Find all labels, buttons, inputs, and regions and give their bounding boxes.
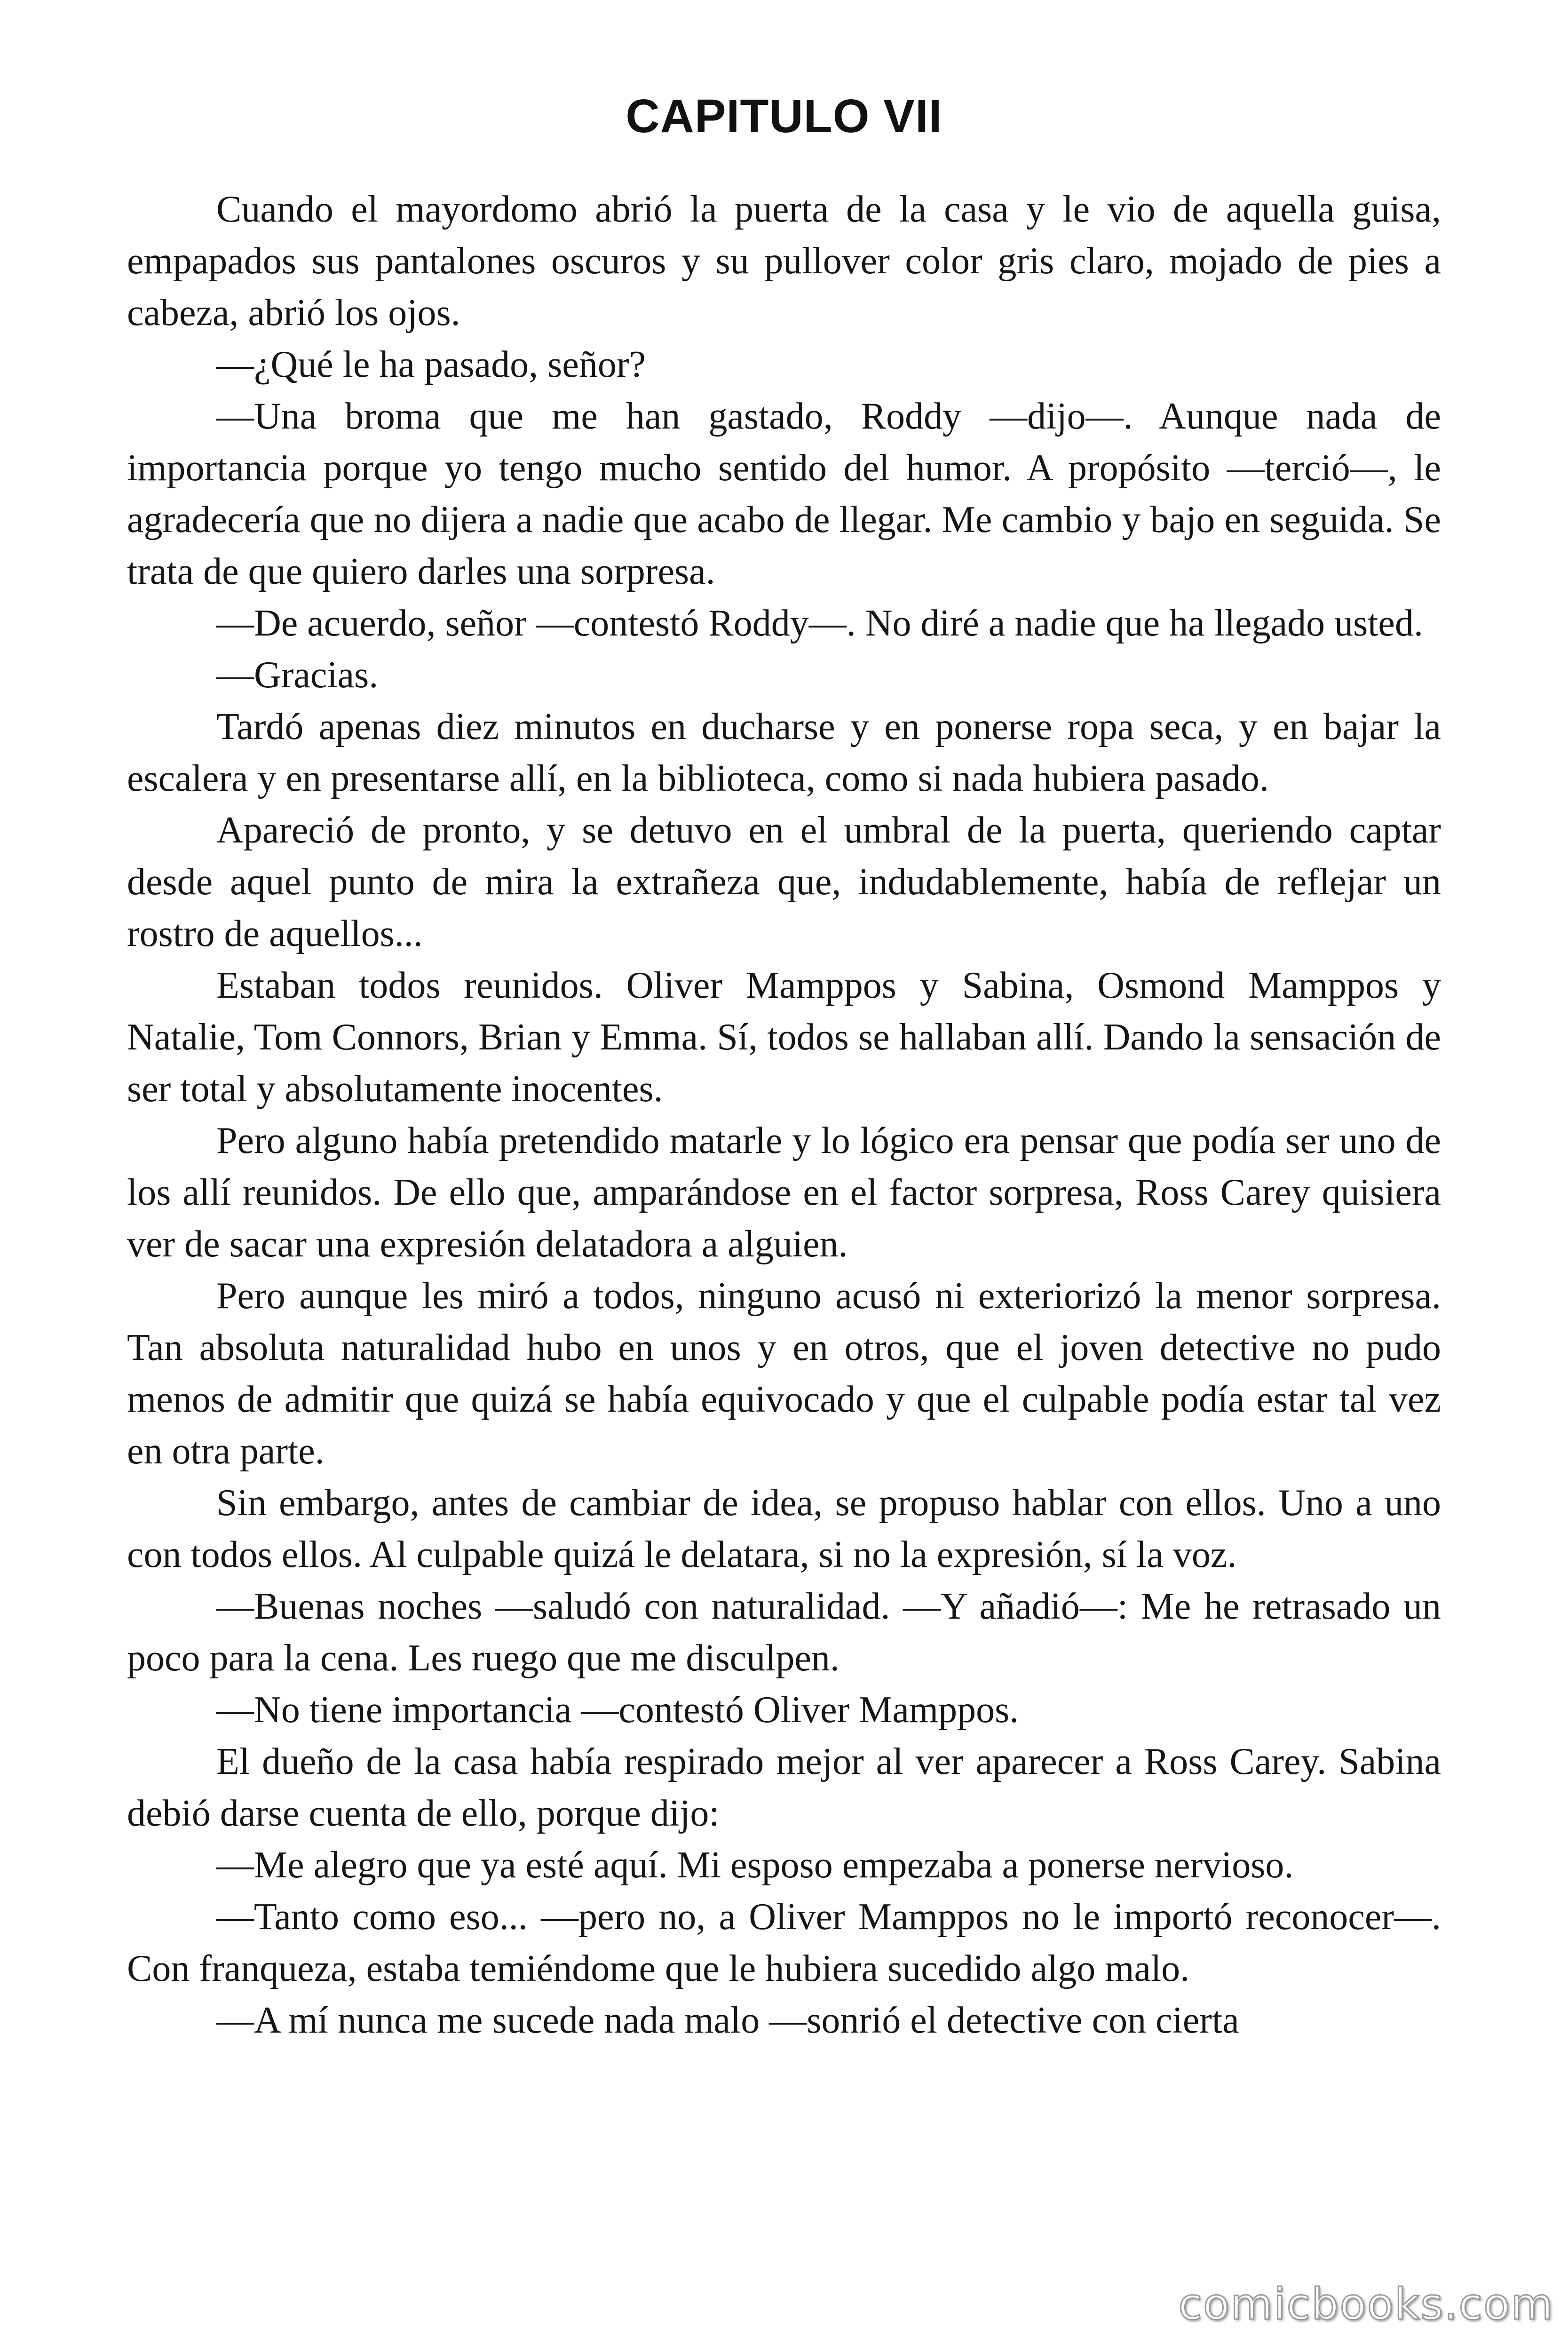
watermark: comicbooks.com <box>1178 2279 1554 2329</box>
paragraph: —Una broma que me han gastado, Roddy —dijo—. Aunque nada de importancia porque yo tengo mucho sentido del humor. A propósito —terció—, le agradecería que no dijera a nadie que acabo de llegar. Me cambio y bajo en seguida. Se trata de que quiero darles una sorpresa. <box>127 396 1441 592</box>
chapter-title: CAPITULO VII <box>626 90 942 143</box>
paragraph: Apareció de pronto, y se detuvo en el umbral de la puerta, queriendo captar desde aquel punto de mira la extrañeza que, indudablemente, había de reflejar un rostro de aquellos... <box>127 810 1441 954</box>
paragraph: —Gracias. <box>216 654 379 696</box>
chapter-body <box>127 183 1441 2046</box>
paragraph: Tardó apenas diez minutos en ducharse y en ponerse ropa seca, y en bajar la escalera y en presentarse allí, en la biblioteca, como si nada hubiera pasado. <box>127 706 1441 799</box>
paragraph: Pero alguno había pretendido matarle y lo lógico era pensar que podía ser uno de los allí reunidos. De ello que, amparándose en el factor sorpresa, Ross Carey quisiera ver de sacar una expresión delatadora a alguien. <box>127 1120 1441 1265</box>
paragraph: —A mí nunca me sucede nada malo —sonrió el detective con cierta <box>216 2000 1239 2041</box>
paragraph: —Tanto como eso... —pero no, a Oliver Mamppos no le importó reconocer—. Con franqueza, estaba temiéndome que le hubiera sucedido algo malo. <box>127 1896 1441 1989</box>
paragraph: —De acuerdo, señor —contestó Roddy—. No diré a nadie que ha llegado usted. <box>216 603 1423 644</box>
paragraph: Pero aunque les miró a todos, ninguno acusó ni exteriorizó la menor sorpresa. Tan absoluta naturalidad hubo en unos y en otros, que el joven detective no pudo menos de admitir que quizá se había equivocado y que el culpable podía estar tal vez en otra parte. <box>127 1275 1441 1472</box>
paragraph: Estaban todos reunidos. Oliver Mamppos y Sabina, Osmond Mamppos y Natalie, Tom Connors, Brian y Emma. Sí, todos se hallaban allí. Dando la sensación de ser total y absolutamente inocentes. <box>127 965 1441 1110</box>
paragraph: Cuando el mayordomo abrió la puerta de la casa y le vio de aquella guisa, empapados sus pantalones oscuros y su pullover color gris claro, mojado de pies a cabeza, abrió los ojos. <box>127 189 1441 334</box>
paragraph: —No tiene importancia —contestó Oliver Mamppos. <box>216 1689 1019 1731</box>
paragraph: Sin embargo, antes de cambiar de idea, se propuso hablar con ellos. Uno a uno con todos ellos. Al culpable quizá le delatara, si no la expresión, sí la voz. <box>127 1482 1441 1575</box>
paragraph: —¿Qué le ha pasado, señor? <box>216 344 646 385</box>
paragraph: —Me alegro que ya esté aquí. Mi esposo empezaba a ponerse nervioso. <box>216 1844 1294 1886</box>
paragraph: —Buenas noches —saludó con naturalidad. —Y añadió—: Me he retrasado un poco para la cena. Les ruego que me disculpen. <box>127 1586 1441 1679</box>
paragraph: El dueño de la casa había respirado mejor al ver aparecer a Ross Carey. Sabina debió darse cuenta de ello, porque dijo: <box>127 1741 1441 1834</box>
